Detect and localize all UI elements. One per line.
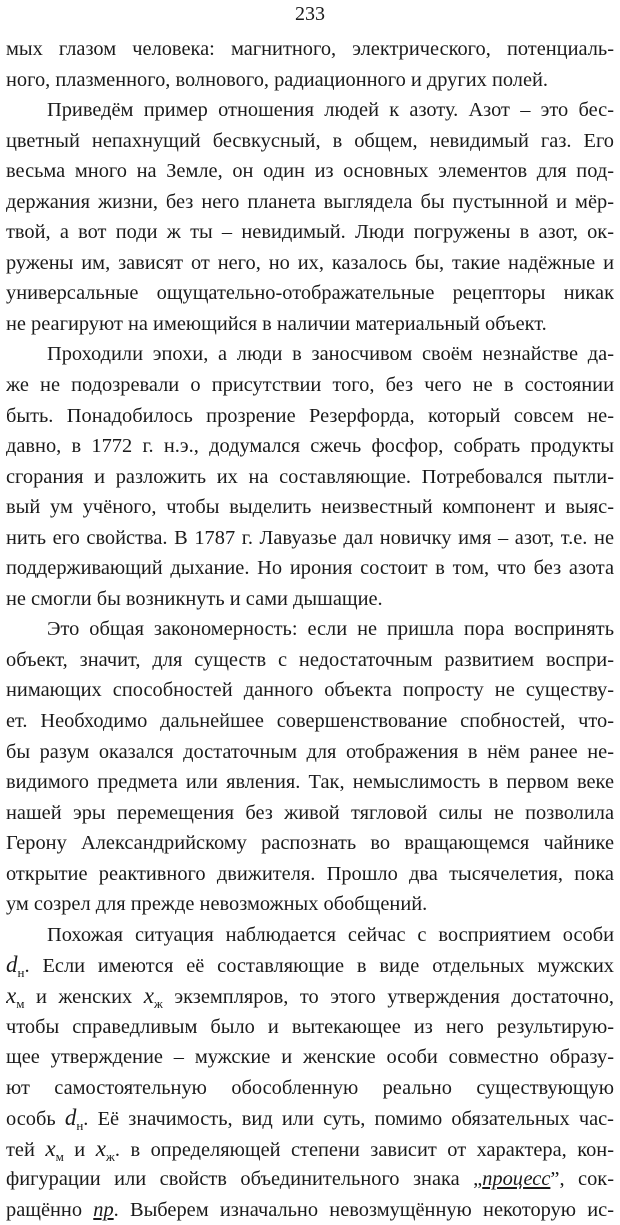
text-line: чтобы справедливым было и вытекающее из него результирую- (6, 1015, 614, 1038)
text-line: быть. Понадобилось прозрение Резерфорда, который совсем не- (6, 404, 614, 427)
text-line: объект, значит, для существ с недостаточным развитием воспри- (6, 648, 614, 671)
text-run: ”, сок- (550, 1168, 614, 1191)
text-line: мых глазом человека: магнитного, электрического, потенциаль- (6, 38, 614, 60)
term-process: процесс (482, 1168, 551, 1191)
math-symbol: d (6, 952, 18, 978)
text-line-formula (6, 1195, 614, 1225)
math-symbol: x (6, 982, 17, 1008)
text-run: . Её значимость, вид или суть, помимо обязательных час- (83, 1108, 614, 1131)
term-abbrev: пр (93, 1198, 114, 1221)
text-run: . Если имеются её составляющие в виде отдельных мужских (24, 955, 614, 978)
math-symbol: x (143, 982, 154, 1008)
text-line: нимающих способностей данного объекта попросту не существу- (6, 679, 614, 702)
text-line: вый ум учёного, чтобы выделить неизвестный компонент и выяс- (6, 496, 614, 519)
text-line: же не подозревали о присутствии того, без чего не в состоянии (6, 374, 614, 397)
text-line: не реагируют на имеющийся в наличии материальный объект. (6, 312, 547, 335)
text-line: нашей эры перемещения без живой тягловой силы не позволила (6, 801, 614, 824)
text-run: и женских (24, 985, 144, 1008)
math-subscript: н (17, 965, 25, 981)
text-line: поддерживающий дыхание. Но ирония состоит в том, что без азота (6, 557, 614, 580)
text-line: ет. Необходимо дальнейшее совершенствование спобностей, что- (6, 710, 614, 733)
text-line-formula (6, 1103, 614, 1134)
text-run: . в определяющей степени зависит от характера, кон- (114, 1138, 614, 1161)
math-subscript: ж (153, 995, 163, 1011)
text-line: ум созрел для прежде невозможных обобщений. (6, 893, 428, 916)
page-number: 233 (295, 3, 325, 25)
text-line: открытие реактивного движителя. Прошло два тысячелетия, пока (6, 862, 614, 885)
math-subscript: н (76, 1118, 84, 1134)
text-line: Герону Александрийскому распознать во вращающемся чайнике (6, 832, 614, 855)
text-line: твой, а вот поди ж ты – невидимый. Люди погружены в азот, ок- (6, 221, 614, 244)
text-run: тей (6, 1138, 46, 1161)
text-line: ют самостоятельную обособленную реально существующую (6, 1076, 614, 1099)
text-line-formula (6, 1164, 614, 1195)
text-line: бы разум оказался достаточным для отображения в нём ранее не- (6, 740, 614, 763)
math-subscript: м (16, 995, 25, 1011)
math-symbol: x (45, 1135, 56, 1161)
text-run: фигурации или свойств объединительного знака „ (6, 1168, 483, 1191)
text-line: щее утверждение – мужские и женские особи совместно образу- (6, 1046, 614, 1069)
text-line: ружены им, зависят от него, но их, казалось бы, такие надёжные и (6, 251, 614, 274)
math-subscript: м (55, 1148, 64, 1164)
text-run: ращённо (6, 1198, 94, 1221)
math-symbol: x (95, 1135, 106, 1161)
text-line: универсальные ощущательно-отображательные рецепторы никак (6, 282, 614, 305)
text-line: держания жизни, без него планета выглядела бы пустынной и мёр- (6, 190, 614, 213)
text-line: давно, в 1772 г. н.э., додумался сжечь фосфор, собрать продукты (6, 435, 614, 458)
text-line-formula (6, 1134, 614, 1165)
text-line: Похожая ситуация наблюдается сейчас с восприятием особи (47, 923, 614, 946)
text-line: Проходили эпохи, а люди в заносчивом своём незнайстве да- (47, 343, 614, 366)
math-symbol: d (64, 1105, 77, 1131)
text-line: Это общая закономерность: если не пришла пора воспринять (47, 618, 614, 641)
text-run: . Выберем изначально невозмущённую некоторую ис- (113, 1198, 614, 1221)
body-text (6, 34, 614, 1225)
text-line: Приведём пример отношения людей к азоту. Азот – это бес- (47, 99, 614, 122)
math-subscript: ж (105, 1148, 115, 1164)
text-line: видимого предмета или явления. Так, немыслимость в первом веке (6, 771, 614, 794)
text-line: не смогли бы возникнуть и сами дышащие. (6, 587, 383, 610)
text-line: нить его свойства. В 1787 г. Лавуазье дал новичку имя – азот, т.е. не (6, 526, 614, 549)
text-line: цветный непахнущий бесвкусный, в общем, невидимый газ. Его (6, 129, 614, 152)
text-run: экземпляров, то этого утверждения достаточно, (162, 985, 614, 1008)
text-run: и (63, 1138, 96, 1161)
text-line-formula (6, 950, 614, 981)
text-line-formula (6, 981, 614, 1012)
text-run: особь (6, 1108, 65, 1131)
text-line: сгорания и разложить их на составляющие. Потребовался пытли- (6, 465, 614, 488)
text-line: ного, плазменного, волнового, радиационного и других полей. (6, 68, 549, 91)
text-line: весьма много на Земле, он один из основных элементов для под- (6, 160, 614, 183)
